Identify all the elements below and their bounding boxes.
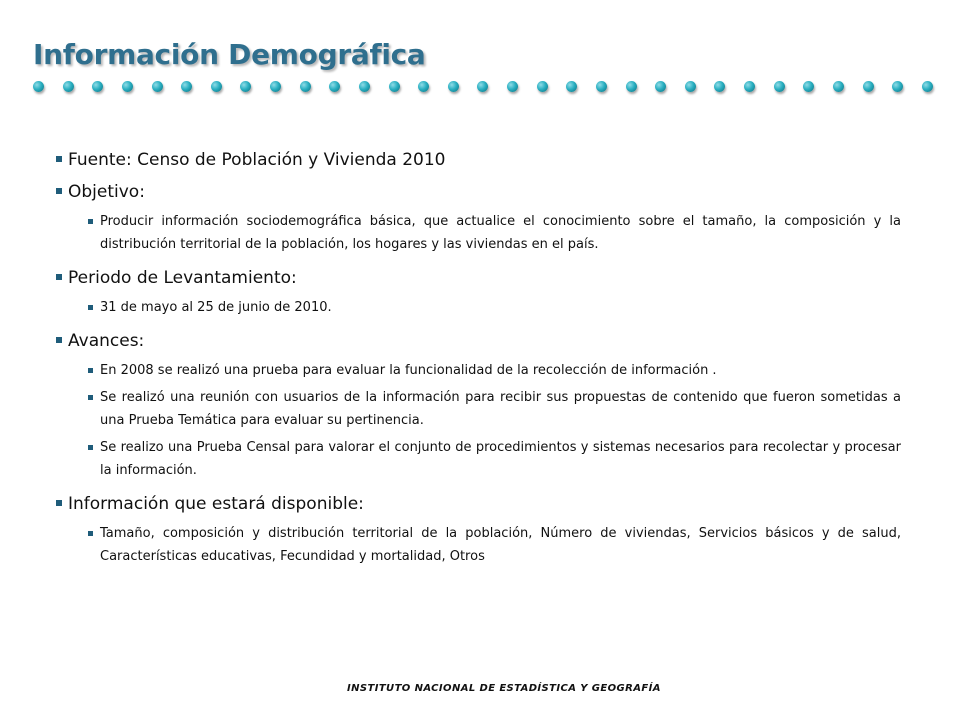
bullet-item xyxy=(56,268,901,319)
bullet-item xyxy=(56,150,901,170)
bullet-label: Fuente: Censo de Población y Vivienda 2010 xyxy=(68,150,446,170)
divider-dot xyxy=(744,81,755,92)
divider-dot xyxy=(714,81,725,92)
divider-dot xyxy=(92,81,103,92)
divider-dot xyxy=(329,81,340,92)
divider-dot xyxy=(803,81,814,92)
bullet-item xyxy=(56,494,901,568)
bullet-item xyxy=(56,331,901,482)
bullet-label: Información que estará disponible: xyxy=(68,494,364,514)
divider-dot xyxy=(418,81,429,92)
bullet-label: Periodo de Levantamiento: xyxy=(68,268,297,288)
divider-dot xyxy=(833,81,844,92)
footer-institution: INSTITUTO NACIONAL DE ESTADÍSTICA Y GEOGRAFÍA xyxy=(347,683,661,694)
divider-dot xyxy=(922,81,933,92)
divider-dot xyxy=(477,81,488,92)
sub-bullet-item: Producir información sociodemográfica básica, que actualice el conocimiento sobre el tamaño, la composición y la distribución territorial de la población, los hogares y las viviendas en el país. xyxy=(88,210,901,256)
bullet-list xyxy=(56,150,901,568)
sub-bullet-item: Se realizo una Prueba Censal para valorar el conjunto de procedimientos y sistemas necesarios para recolectar y procesar la información. xyxy=(88,436,901,482)
sub-bullet-item: Se realizó una reunión con usuarios de la información para recibir sus propuestas de contenido que fueron sometidas a una Prueba Temática para evaluar su pertinencia. xyxy=(88,386,901,432)
sub-bullet-item: En 2008 se realizó una prueba para evaluar la funcionalidad de la recolección de información . xyxy=(88,359,901,382)
bullet-label: Avances: xyxy=(68,331,145,351)
divider-dot xyxy=(892,81,903,92)
sub-bullet-item: 31 de mayo al 25 de junio de 2010. xyxy=(88,296,901,319)
divider-dot xyxy=(389,81,400,92)
divider-dot xyxy=(211,81,222,92)
divider-dot xyxy=(448,81,459,92)
bullet-label: Objetivo: xyxy=(68,182,145,202)
divider-dot xyxy=(300,81,311,92)
divider-dot xyxy=(685,81,696,92)
divider-dot xyxy=(240,81,251,92)
sub-bullet-list xyxy=(68,210,901,256)
divider-dot xyxy=(774,81,785,92)
decorative-dot-divider xyxy=(33,79,933,93)
divider-dot xyxy=(566,81,577,92)
divider-dot xyxy=(537,81,548,92)
divider-dot xyxy=(270,81,281,92)
divider-dot xyxy=(626,81,637,92)
divider-dot xyxy=(152,81,163,92)
sub-bullet-item: Tamaño, composición y distribución territorial de la población, Número de viviendas, Servicios básicos y de salud, Características educativas, Fecundidad y mortalidad, Otros xyxy=(88,522,901,568)
divider-dot xyxy=(63,81,74,92)
divider-dot xyxy=(507,81,518,92)
bullet-item xyxy=(56,182,901,256)
divider-dot xyxy=(33,81,44,92)
divider-dot xyxy=(359,81,370,92)
sub-bullet-list xyxy=(68,359,901,482)
divider-dot xyxy=(122,81,133,92)
slide-title: Información Demográfica xyxy=(33,38,426,71)
divider-dot xyxy=(655,81,666,92)
divider-dot xyxy=(181,81,192,92)
divider-dot xyxy=(596,81,607,92)
sub-bullet-list xyxy=(68,522,901,568)
sub-bullet-list xyxy=(68,296,901,319)
divider-dot xyxy=(863,81,874,92)
